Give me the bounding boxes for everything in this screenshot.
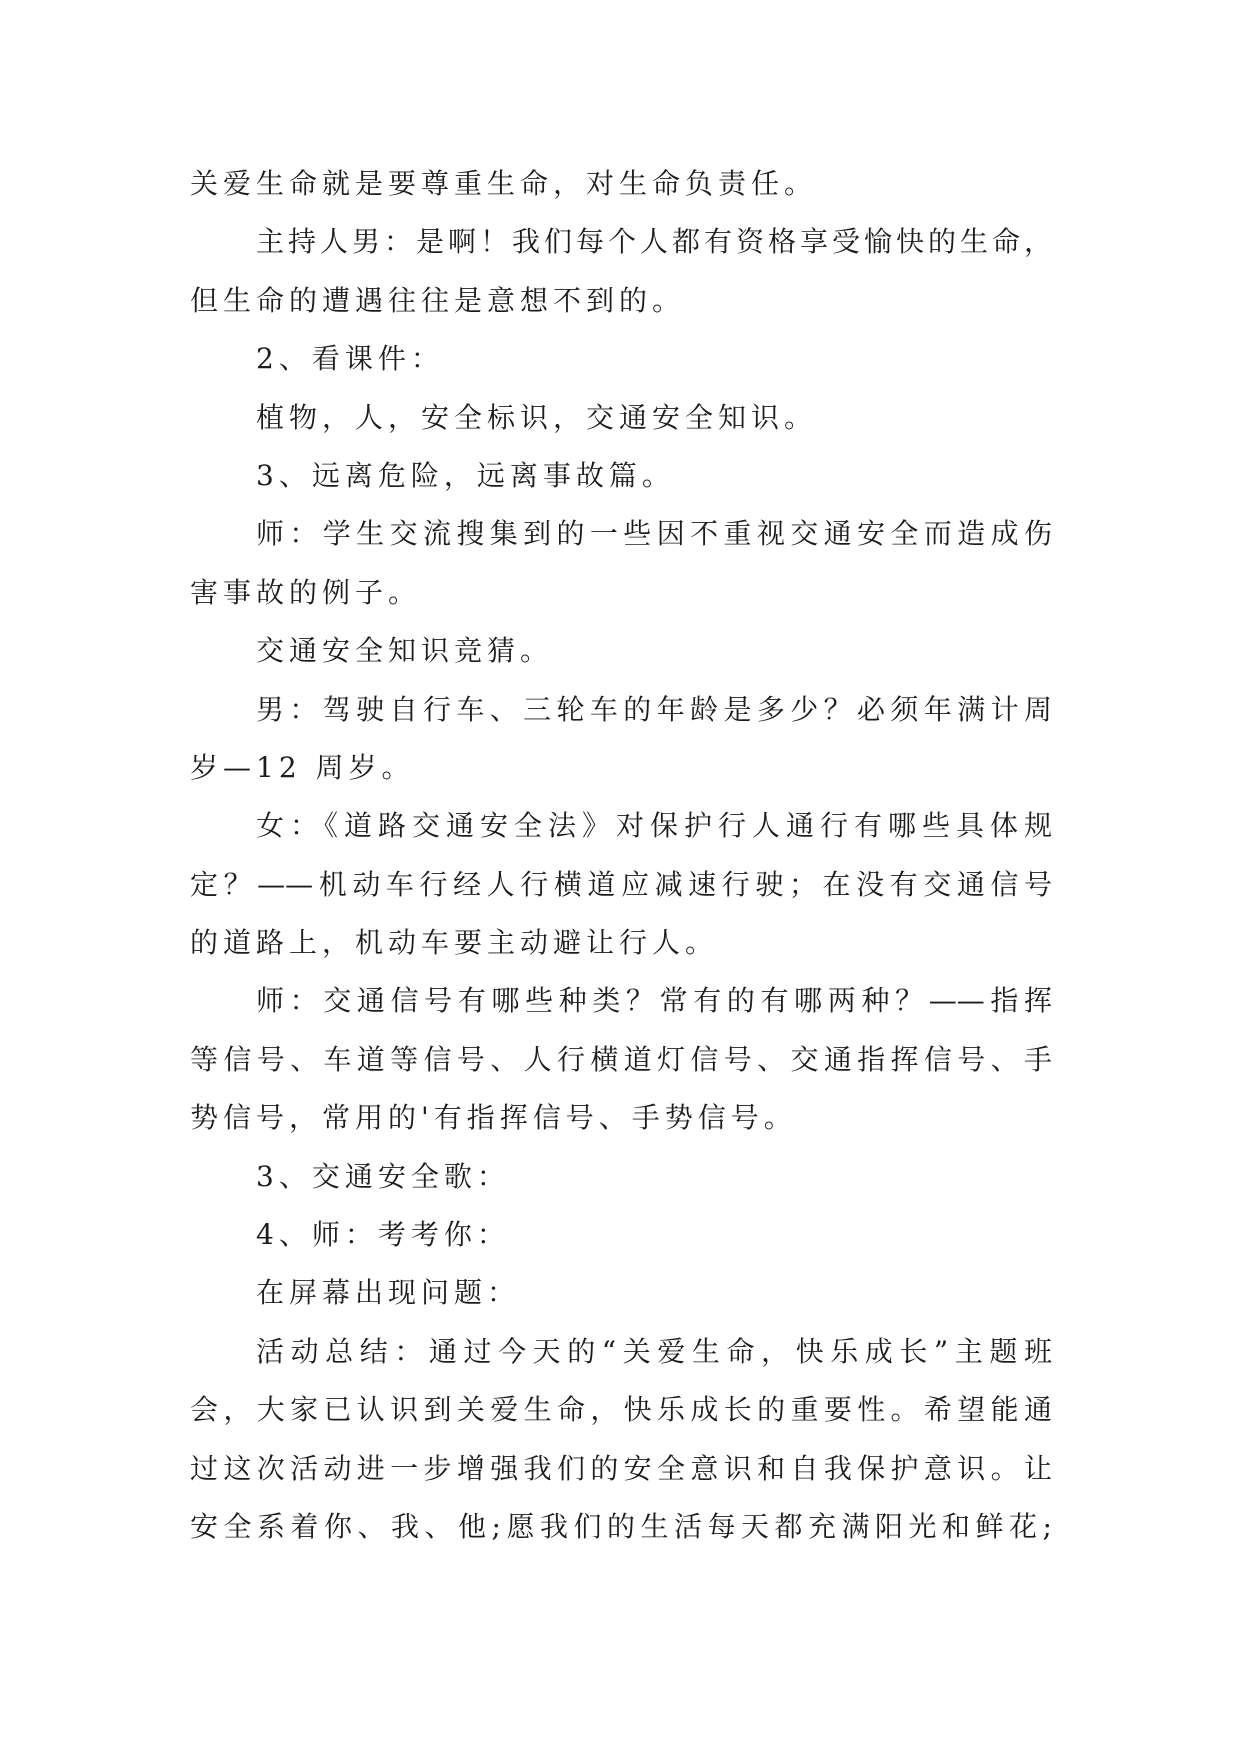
section-heading: 3、交通安全歌： bbox=[256, 1159, 510, 1193]
text-line: 男：驾驶自行车、三轮车的年龄是多少？必须年满计周 bbox=[256, 692, 1052, 726]
section-heading: 3、远离危险，远离事故篇。 bbox=[256, 458, 675, 492]
text-line: 势信号，常用的'有指挥信号、手势信号。 bbox=[190, 1101, 797, 1135]
text-line: 女：《道路交通安全法》对保护行人通行有哪些具体规 bbox=[256, 809, 1052, 843]
text-line: 岁—12 周岁。 bbox=[190, 750, 415, 784]
text-line: 交通安全知识竞猜。 bbox=[256, 634, 554, 668]
text-line: 会，大家已认识到关爱生命，快乐成长的重要性。希望能通 bbox=[190, 1393, 1052, 1427]
text-line: 定？——机动车行经人行横道应减速行驶；在没有交通信号 bbox=[190, 867, 1052, 901]
text-line: 等信号、车道等信号、人行横道灯信号、交通指挥信号、手 bbox=[190, 1042, 1052, 1076]
text-line: 安全系着你、我、他;愿我们的生活每天都充满阳光和鲜花; bbox=[190, 1509, 1052, 1543]
text-line: 师：学生交流搜集到的一些因不重视交通安全而造成伤 bbox=[256, 517, 1052, 551]
section-heading: 2、看课件： bbox=[256, 342, 444, 376]
document-page bbox=[190, 155, 1052, 1556]
text-line: 的道路上，机动车要主动避让行人。 bbox=[190, 926, 719, 960]
section-heading: 4、师：考考你： bbox=[256, 1218, 510, 1252]
text-line: 主持人男：是啊！我们每个人都有资格享受愉快的生命， bbox=[256, 225, 1052, 259]
text-line: 害事故的例子。 bbox=[190, 575, 422, 609]
text-line: 植物，人，安全标识，交通安全知识。 bbox=[256, 400, 818, 434]
text-line: 在屏幕出现问题： bbox=[256, 1276, 521, 1310]
text-line: 活动总结：通过今天的“关爱生命，快乐成长”主题班 bbox=[256, 1334, 1052, 1368]
text-line: 过这次活动进一步增强我们的安全意识和自我保护意识。让 bbox=[190, 1451, 1052, 1485]
text-line: 但生命的遭遇往往是意想不到的。 bbox=[190, 283, 686, 317]
text-line: 师：交通信号有哪些种类？常有的有哪两种？——指挥 bbox=[256, 984, 1052, 1018]
text-line: 关爱生命就是要尊重生命，对生命负责任。 bbox=[190, 167, 818, 200]
